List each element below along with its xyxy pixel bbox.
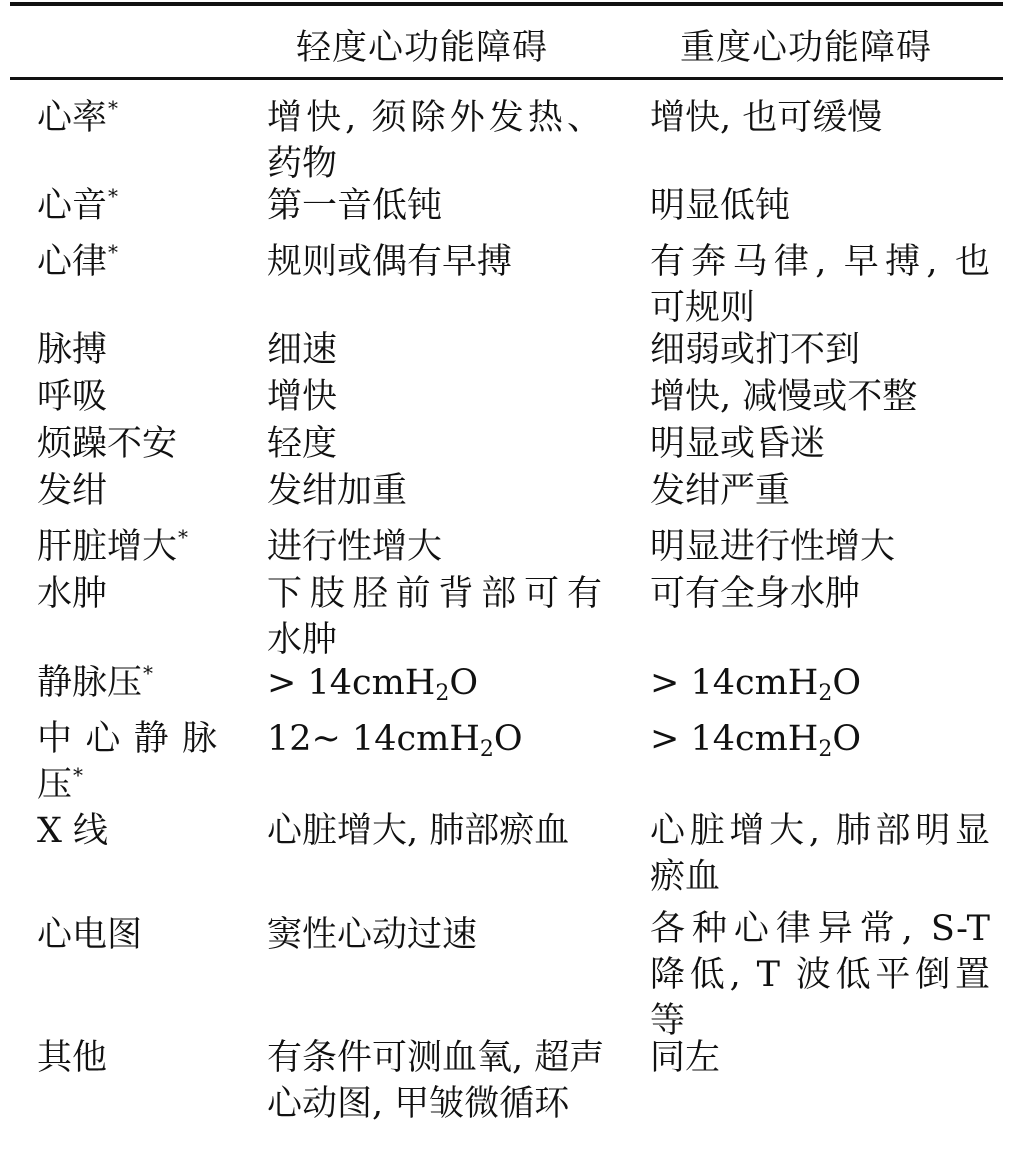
row-edema-item: 水肿 (37, 574, 108, 614)
row-ecg-item: 心电图 (37, 915, 143, 955)
row-breathing-mild: 增快 (267, 377, 338, 417)
row-venous-pressure-severe: > 14cmH$_2$O (650, 663, 862, 706)
row-hepatomegaly-mild: 进行性增大 (267, 527, 443, 567)
table-header-rule (10, 77, 1003, 80)
row-cvp-mild: 12~ 14cmH$_2$O (267, 719, 523, 762)
row-edema-severe: 可有全身水肿 (650, 574, 861, 614)
row-cvp-item: 中心静脉 压* (37, 719, 217, 805)
row-restlessness-severe: 明显或昏迷 (650, 424, 826, 464)
row-heart-rate-severe: 增快, 也可缓慢 (650, 98, 883, 138)
row-other-severe: 同左 (650, 1038, 721, 1078)
row-edema-mild: 下肢胫前背部可有 水肿 (267, 574, 602, 660)
row-pulse-mild: 细速 (267, 330, 338, 370)
row-xray-item: X 线 (37, 811, 109, 851)
row-hepatomegaly-item: 肝脏增大* (37, 525, 189, 567)
header-mild: 轻度心功能障碍 (296, 28, 549, 68)
row-xray-severe: 心脏增大, 肺部明显 瘀血 (650, 811, 990, 897)
row-breathing-item: 呼吸 (37, 377, 108, 417)
row-pulse-item: 脉搏 (37, 330, 108, 370)
row-xray-mild: 心脏增大, 肺部瘀血 (267, 811, 570, 851)
row-other-item: 其他 (37, 1038, 108, 1078)
row-heart-rhythm-item: 心律* (37, 240, 119, 282)
row-heart-sound-mild: 第一音低钝 (267, 186, 443, 226)
row-heart-rate-mild: 增快, 须除外发热、 药物 (267, 98, 602, 184)
row-heart-rhythm-mild: 规则或偶有早搏 (267, 242, 513, 282)
row-heart-sound-item: 心音* (37, 184, 119, 226)
row-other-mild: 有条件可测血氧, 超声 心动图, 甲皱微循环 (267, 1038, 605, 1124)
row-cyanosis-severe: 发绀严重 (650, 471, 791, 511)
row-heart-rhythm-severe: 有奔马律, 早搏, 也 可规则 (650, 242, 990, 328)
header-severe: 重度心功能障碍 (680, 28, 933, 68)
row-hepatomegaly-severe: 明显进行性增大 (650, 527, 896, 567)
table-top-rule (10, 2, 1003, 6)
row-cyanosis-item: 发绀 (37, 471, 108, 511)
row-ecg-mild: 窦性心动过速 (267, 915, 478, 955)
row-ecg-severe: 各种心律异常, S-T 降低, T 波低平倒置 等 (650, 909, 990, 1041)
row-cyanosis-mild: 发绀加重 (267, 471, 408, 511)
row-pulse-severe: 细弱或扪不到 (650, 330, 861, 370)
row-restlessness-item: 烦躁不安 (37, 424, 178, 464)
row-heart-rate-item: 心率* (37, 96, 119, 138)
row-venous-pressure-item: 静脉压* (37, 661, 154, 703)
row-venous-pressure-mild: > 14cmH$_2$O (267, 663, 479, 706)
row-breathing-severe: 增快, 减慢或不整 (650, 377, 918, 417)
row-restlessness-mild: 轻度 (267, 424, 338, 464)
row-cvp-severe: > 14cmH$_2$O (650, 719, 862, 762)
row-heart-sound-severe: 明显低钝 (650, 186, 791, 226)
